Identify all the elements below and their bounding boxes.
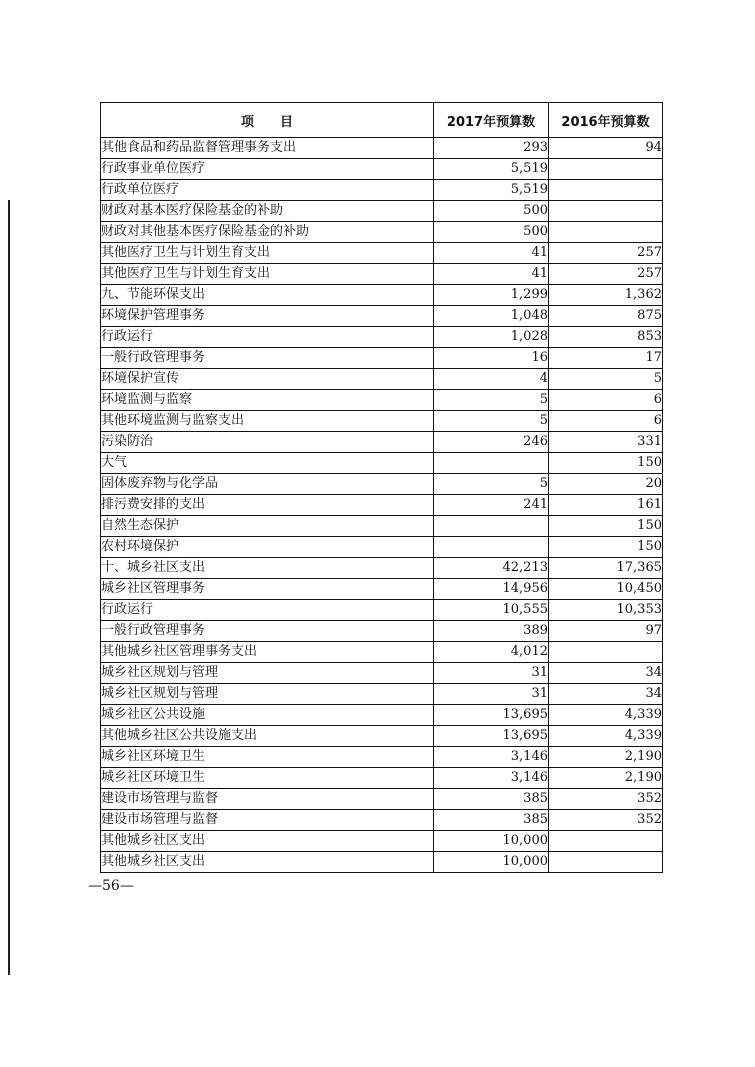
row-2016-value: 34 bbox=[549, 663, 663, 684]
table-row bbox=[101, 642, 663, 663]
row-2017-value: 1,028 bbox=[434, 327, 549, 348]
row-2016-value: 853 bbox=[549, 327, 663, 348]
row-2016-value bbox=[549, 159, 663, 180]
table-row bbox=[101, 138, 663, 159]
row-2016-value: 97 bbox=[549, 621, 663, 642]
row-item-name: 农村环境保护 bbox=[101, 537, 434, 558]
row-2017-value: 385 bbox=[434, 810, 549, 831]
table-row bbox=[101, 537, 663, 558]
table-row bbox=[101, 453, 663, 474]
row-2016-value: 331 bbox=[549, 432, 663, 453]
table-row bbox=[101, 516, 663, 537]
row-2017-value: 500 bbox=[434, 201, 549, 222]
table-row bbox=[101, 495, 663, 516]
table-row bbox=[101, 663, 663, 684]
row-2017-value: 385 bbox=[434, 789, 549, 810]
table-row bbox=[101, 222, 663, 243]
row-2017-value: 31 bbox=[434, 684, 549, 705]
row-2016-value: 17,365 bbox=[549, 558, 663, 579]
table-header-row bbox=[101, 103, 663, 138]
row-2016-value: 2,190 bbox=[549, 768, 663, 789]
table-row bbox=[101, 348, 663, 369]
table-row bbox=[101, 201, 663, 222]
row-2017-value: 42,213 bbox=[434, 558, 549, 579]
row-2017-value: 500 bbox=[434, 222, 549, 243]
row-2017-value: 5 bbox=[434, 390, 549, 411]
row-2017-value bbox=[434, 537, 549, 558]
row-item-name: 财政对基本医疗保险基金的补助 bbox=[101, 201, 434, 222]
row-2016-value: 257 bbox=[549, 243, 663, 264]
row-item-name: 行政运行 bbox=[101, 327, 434, 348]
table-row bbox=[101, 810, 663, 831]
row-2017-value: 14,956 bbox=[434, 579, 549, 600]
table-row bbox=[101, 159, 663, 180]
row-2016-value: 10,353 bbox=[549, 600, 663, 621]
row-item-name: 城乡社区环境卫生 bbox=[101, 768, 434, 789]
row-2017-value: 10,555 bbox=[434, 600, 549, 621]
row-2017-value: 246 bbox=[434, 432, 549, 453]
row-item-name: 财政对其他基本医疗保险基金的补助 bbox=[101, 222, 434, 243]
table-row bbox=[101, 747, 663, 768]
budget-table bbox=[100, 102, 663, 873]
row-2017-value: 1,048 bbox=[434, 306, 549, 327]
row-item-name: 其他城乡社区公共设施支出 bbox=[101, 726, 434, 747]
row-2016-value: 2,190 bbox=[549, 747, 663, 768]
row-2017-value: 4,012 bbox=[434, 642, 549, 663]
header-2017-budget: 2017年预算数 bbox=[434, 103, 549, 138]
row-2016-value: 150 bbox=[549, 453, 663, 474]
table-row bbox=[101, 558, 663, 579]
table-row bbox=[101, 180, 663, 201]
row-item-name: 环境监测与监察 bbox=[101, 390, 434, 411]
row-2017-value: 41 bbox=[434, 243, 549, 264]
row-item-name: 其他环境监测与监察支出 bbox=[101, 411, 434, 432]
table-row bbox=[101, 621, 663, 642]
row-2016-value bbox=[549, 642, 663, 663]
row-2016-value bbox=[549, 180, 663, 201]
row-item-name: 固体废弃物与化学品 bbox=[101, 474, 434, 495]
table-row bbox=[101, 474, 663, 495]
row-2017-value: 5 bbox=[434, 474, 549, 495]
row-2017-value: 13,695 bbox=[434, 705, 549, 726]
row-2017-value bbox=[434, 453, 549, 474]
table-row bbox=[101, 600, 663, 621]
row-2017-value: 3,146 bbox=[434, 747, 549, 768]
row-item-name: 自然生态保护 bbox=[101, 516, 434, 537]
row-2016-value: 20 bbox=[549, 474, 663, 495]
table-row bbox=[101, 243, 663, 264]
row-2016-value: 161 bbox=[549, 495, 663, 516]
scan-edge-line bbox=[8, 200, 10, 975]
row-item-name: 其他医疗卫生与计划生育支出 bbox=[101, 264, 434, 285]
row-2016-value: 10,450 bbox=[549, 579, 663, 600]
row-2016-value bbox=[549, 852, 663, 873]
row-2016-value: 34 bbox=[549, 684, 663, 705]
row-item-name: 城乡社区公共设施 bbox=[101, 705, 434, 726]
table-row bbox=[101, 432, 663, 453]
row-item-name: 环境保护管理事务 bbox=[101, 306, 434, 327]
row-item-name: 排污费安排的支出 bbox=[101, 495, 434, 516]
row-item-name: 城乡社区环境卫生 bbox=[101, 747, 434, 768]
header-item: 项 目 bbox=[101, 103, 434, 138]
row-2016-value: 875 bbox=[549, 306, 663, 327]
row-2017-value: 10,000 bbox=[434, 852, 549, 873]
row-item-name: 行政运行 bbox=[101, 600, 434, 621]
row-2017-value: 5,519 bbox=[434, 159, 549, 180]
row-item-name: 城乡社区规划与管理 bbox=[101, 663, 434, 684]
table-row bbox=[101, 726, 663, 747]
row-2016-value: 150 bbox=[549, 516, 663, 537]
table-body bbox=[101, 138, 663, 873]
row-item-name: 其他城乡社区管理事务支出 bbox=[101, 642, 434, 663]
row-2016-value: 17 bbox=[549, 348, 663, 369]
row-item-name: 一般行政管理事务 bbox=[101, 621, 434, 642]
table-row bbox=[101, 852, 663, 873]
row-2016-value: 352 bbox=[549, 789, 663, 810]
row-2017-value: 5 bbox=[434, 411, 549, 432]
table-row bbox=[101, 831, 663, 852]
table-row bbox=[101, 684, 663, 705]
row-item-name: 行政事业单位医疗 bbox=[101, 159, 434, 180]
row-item-name: 大气 bbox=[101, 453, 434, 474]
row-item-name: 建设市场管理与监督 bbox=[101, 810, 434, 831]
row-item-name: 建设市场管理与监督 bbox=[101, 789, 434, 810]
table-row bbox=[101, 390, 663, 411]
row-2016-value: 6 bbox=[549, 390, 663, 411]
row-2017-value: 41 bbox=[434, 264, 549, 285]
row-2017-value: 13,695 bbox=[434, 726, 549, 747]
table-row bbox=[101, 705, 663, 726]
row-2016-value: 352 bbox=[549, 810, 663, 831]
table-row bbox=[101, 579, 663, 600]
row-2016-value: 257 bbox=[549, 264, 663, 285]
row-2017-value: 10,000 bbox=[434, 831, 549, 852]
row-2016-value: 94 bbox=[549, 138, 663, 159]
row-item-name: 一般行政管理事务 bbox=[101, 348, 434, 369]
table-row bbox=[101, 264, 663, 285]
table-row bbox=[101, 789, 663, 810]
row-2017-value: 31 bbox=[434, 663, 549, 684]
row-2016-value: 6 bbox=[549, 411, 663, 432]
row-2017-value: 293 bbox=[434, 138, 549, 159]
row-item-name: 其他食品和药品监督管理事务支出 bbox=[101, 138, 434, 159]
row-2017-value: 1,299 bbox=[434, 285, 549, 306]
row-item-name: 行政单位医疗 bbox=[101, 180, 434, 201]
row-2017-value: 5,519 bbox=[434, 180, 549, 201]
row-2016-value: 150 bbox=[549, 537, 663, 558]
row-2017-value: 4 bbox=[434, 369, 549, 390]
table-row bbox=[101, 768, 663, 789]
row-2017-value: 389 bbox=[434, 621, 549, 642]
table-row bbox=[101, 306, 663, 327]
row-item-name: 其他医疗卫生与计划生育支出 bbox=[101, 243, 434, 264]
row-2016-value: 4,339 bbox=[549, 726, 663, 747]
row-item-name: 城乡社区规划与管理 bbox=[101, 684, 434, 705]
row-2017-value: 16 bbox=[434, 348, 549, 369]
row-2017-value bbox=[434, 516, 549, 537]
row-item-name: 污染防治 bbox=[101, 432, 434, 453]
page-number: —56— bbox=[88, 878, 134, 894]
table-row bbox=[101, 285, 663, 306]
row-item-name: 环境保护宣传 bbox=[101, 369, 434, 390]
row-item-name: 九、节能环保支出 bbox=[101, 285, 434, 306]
row-2017-value: 241 bbox=[434, 495, 549, 516]
row-2016-value: 1,362 bbox=[549, 285, 663, 306]
row-item-name: 十、城乡社区支出 bbox=[101, 558, 434, 579]
row-2016-value: 5 bbox=[549, 369, 663, 390]
table-row bbox=[101, 327, 663, 348]
row-item-name: 其他城乡社区支出 bbox=[101, 852, 434, 873]
row-2017-value: 3,146 bbox=[434, 768, 549, 789]
header-2016-budget: 2016年预算数 bbox=[549, 103, 663, 138]
table-row bbox=[101, 411, 663, 432]
row-2016-value bbox=[549, 831, 663, 852]
table-row bbox=[101, 369, 663, 390]
row-2016-value: 4,339 bbox=[549, 705, 663, 726]
row-2016-value bbox=[549, 201, 663, 222]
row-item-name: 城乡社区管理事务 bbox=[101, 579, 434, 600]
row-2016-value bbox=[549, 222, 663, 243]
row-item-name: 其他城乡社区支出 bbox=[101, 831, 434, 852]
